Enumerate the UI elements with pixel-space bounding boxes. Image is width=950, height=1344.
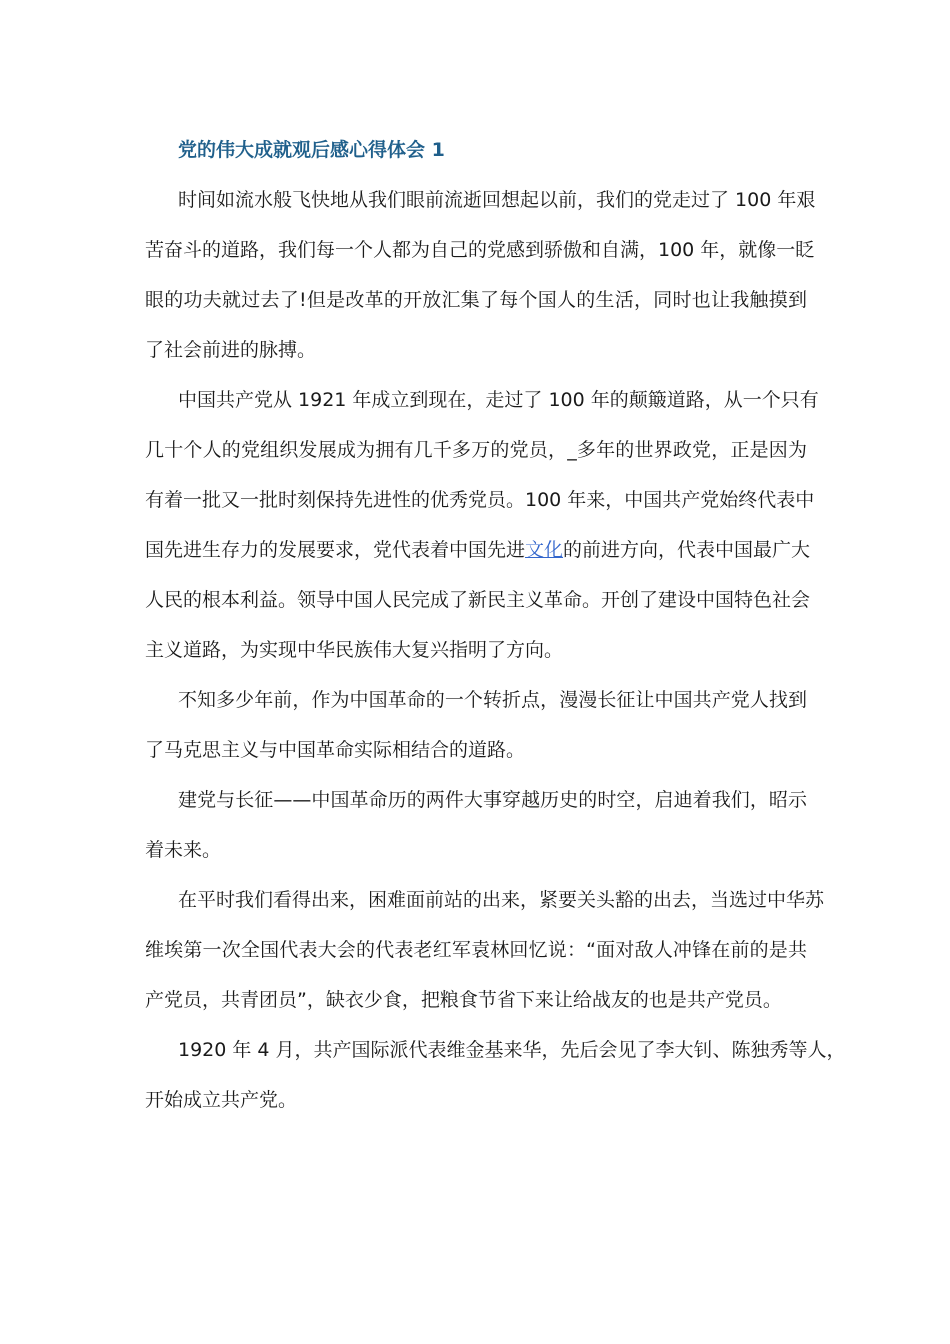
paragraph-line: 建党与长征——中国革命历的两件大事穿越历史的时空，启迪着我们，昭示 xyxy=(178,789,807,811)
paragraph-line: 1920 年 4 月，共产国际派代表维金基来华，先后会见了李大钊、陈独秀等人， xyxy=(178,1039,846,1061)
paragraph-line: 时间如流水般飞快地从我们眼前流逝回想起以前，我们的党走过了 100 年艰 xyxy=(178,189,816,211)
paragraph-1 xyxy=(145,175,816,375)
paragraph-line: 人民的根本利益。领导中国人民完成了新民主义革命。开创了建设中国特色社会 xyxy=(145,589,811,611)
paragraph-line: 了马克思主义与中国革命实际相结合的道路。 xyxy=(145,739,526,761)
paragraph-2 xyxy=(145,375,819,675)
paragraph-line: 了社会前进的脉搏。 xyxy=(145,339,317,361)
document-title: 党的伟大成就观后感心得体会 1 xyxy=(178,139,445,161)
paragraph-line: 眼的功夫就过去了!但是改革的开放汇集了每个国人的生活，同时也让我触摸到 xyxy=(145,289,807,311)
paragraph-line: 维埃第一次全国代表大会的代表老红军袁林回忆说：“面对敌人冲锋在前的是共 xyxy=(145,939,807,961)
paragraph-line: 几十个人的党组织发展成为拥有几千多万的党员，_多年的世界政党，正是因为 xyxy=(145,439,807,461)
paragraph-line: 主义道路，为实现中华民族伟大复兴指明了方向。 xyxy=(145,639,564,661)
line-text: 国先进生存力的发展要求，党代表着中国先进 xyxy=(145,539,526,561)
paragraph-line: 苦奋斗的道路，我们每一个人都为自己的党感到骄傲和自满，100 年，就像一眨 xyxy=(145,239,815,261)
paragraph-line: 有着一批又一批时刻保持先进性的优秀党员。100 年来，中国共产党始终代表中 xyxy=(145,489,815,511)
paragraph-line: 开始成立共产党。 xyxy=(145,1089,298,1111)
paragraph-line: 中国共产党从 1921 年成立到现在，走过了 100 年的颠簸道路，从一个只有 xyxy=(178,389,819,411)
paragraph-line: 在平时我们看得出来，困难面前站的出来，紧要关头豁的出去，当选过中华苏 xyxy=(178,889,825,911)
paragraph-5 xyxy=(145,875,825,1025)
paragraph-line: 着未来。 xyxy=(145,839,222,861)
paragraph-3 xyxy=(145,675,807,775)
line-text: 的前进方向，代表中国最广大 xyxy=(563,539,811,561)
paragraph-6 xyxy=(145,1025,846,1125)
paragraph-4 xyxy=(145,775,807,875)
document-page xyxy=(145,125,846,1125)
paragraph-line: 产党员，共青团员”，缺衣少食，把粮食节省下来让给战友的也是共产党员。 xyxy=(145,989,782,1011)
paragraph-line xyxy=(145,525,811,575)
paragraph-line: 不知多少年前，作为中国革命的一个转折点，漫漫长征让中国共产党人找到 xyxy=(178,689,807,711)
culture-link[interactable]: 文化 xyxy=(525,539,564,561)
